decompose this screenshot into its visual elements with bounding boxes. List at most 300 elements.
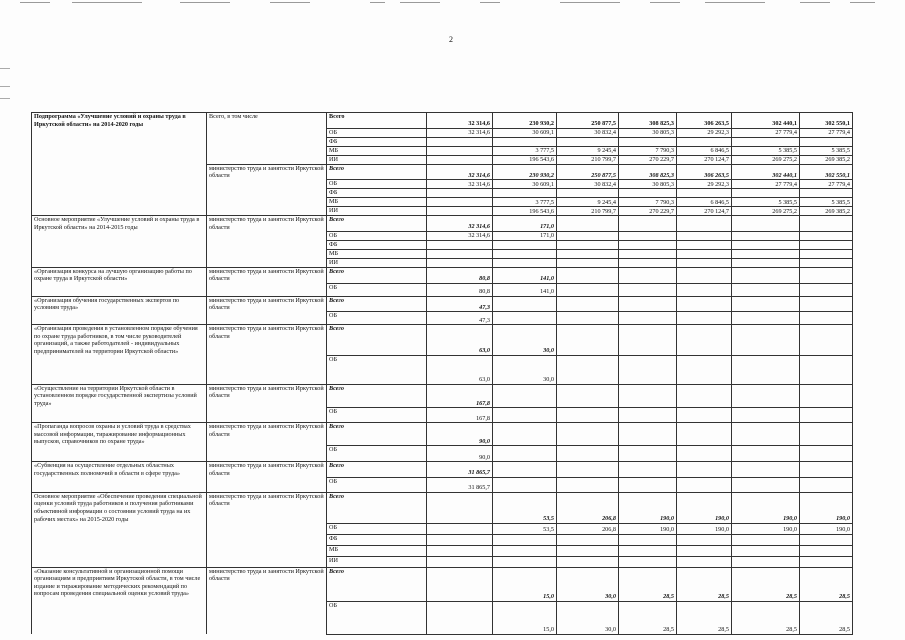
amount-cell: 190,0 <box>677 523 732 534</box>
amount-cell: 9 245,4 <box>557 146 619 155</box>
amount-cell: 31 865,7 <box>427 462 493 478</box>
amount-cell: 190,0 <box>800 523 853 534</box>
amount-cell: 269 275,2 <box>732 207 800 216</box>
amount-cell <box>493 462 557 478</box>
amount-cell <box>493 189 557 198</box>
amount-cell: 7 790,3 <box>619 146 677 155</box>
amount-cell <box>619 545 677 556</box>
amount-cell: 63,0 <box>427 355 493 384</box>
amount-cell: 27 779,4 <box>800 128 853 137</box>
funding-source-cell: МБ <box>327 146 427 155</box>
amount-cell <box>732 240 800 249</box>
amount-cell <box>800 189 853 198</box>
table-row <box>32 231 853 240</box>
amount-cell <box>557 355 619 384</box>
funding-source-cell: ОБ <box>327 446 427 462</box>
amount-cell: 196 543,6 <box>493 155 557 164</box>
amount-cell <box>677 446 732 462</box>
executor-cell <box>207 128 327 137</box>
amount-cell: 141,0 <box>493 267 557 283</box>
amount-cell: 5 385,5 <box>732 146 800 155</box>
amount-cell <box>619 267 677 283</box>
amount-cell: 6 846,5 <box>677 198 732 207</box>
funding-source-cell: ФБ <box>327 137 427 146</box>
amount-cell <box>800 462 853 478</box>
table-row <box>32 249 853 258</box>
activity-name-cell <box>32 523 207 534</box>
amount-cell: 32 314,6 <box>427 113 493 129</box>
amount-cell <box>619 189 677 198</box>
amount-cell <box>493 296 557 312</box>
amount-cell: 190,0 <box>800 492 853 523</box>
table-row <box>32 180 853 189</box>
amount-cell <box>677 189 732 198</box>
amount-cell: 190,0 <box>732 523 800 534</box>
amount-cell <box>732 477 800 492</box>
amount-cell <box>619 325 677 356</box>
funding-source-cell: ФБ <box>327 240 427 249</box>
activity-name-cell <box>32 231 207 240</box>
amount-cell <box>800 325 853 356</box>
amount-cell <box>557 556 619 567</box>
amount-cell: 28,5 <box>619 567 677 601</box>
amount-cell: 53,5 <box>493 523 557 534</box>
funding-source-cell: Всего <box>327 423 427 446</box>
amount-cell: 302 440,1 <box>732 113 800 129</box>
amount-cell <box>800 231 853 240</box>
executor-cell: министерство труда и занятости Иркутской области <box>207 492 327 523</box>
amount-cell: 269 385,2 <box>800 207 853 216</box>
amount-cell: 6 846,5 <box>677 146 732 155</box>
amount-cell: 30,0 <box>493 355 557 384</box>
scan-top-edge-marks <box>0 2 905 6</box>
amount-cell <box>427 545 493 556</box>
activity-name-cell <box>32 128 207 137</box>
amount-cell: 250 877,5 <box>557 164 619 180</box>
funding-source-cell: ИИ <box>327 556 427 567</box>
table-row <box>32 492 853 523</box>
table-row <box>32 477 853 492</box>
amount-cell <box>800 477 853 492</box>
amount-cell <box>677 231 732 240</box>
activity-name-cell: Подпрограмма «Улучшение условий и охраны труда в Иркутской области» на 2014-2020 годы <box>32 113 207 129</box>
amount-cell: 29 292,3 <box>677 180 732 189</box>
funding-source-cell: Всего <box>327 216 427 232</box>
amount-cell <box>557 137 619 146</box>
funding-source-cell: МБ <box>327 249 427 258</box>
amount-cell <box>427 198 493 207</box>
amount-cell: 32 314,6 <box>427 128 493 137</box>
amount-cell <box>493 408 557 423</box>
amount-cell: 308 825,3 <box>619 164 677 180</box>
amount-cell: 30 805,3 <box>619 128 677 137</box>
table-row <box>32 534 853 545</box>
amount-cell <box>619 446 677 462</box>
amount-cell <box>619 240 677 249</box>
table-row <box>32 325 853 356</box>
amount-cell: 270 229,7 <box>619 207 677 216</box>
activity-name-cell <box>32 207 207 216</box>
amount-cell <box>493 240 557 249</box>
amount-cell: 306 263,5 <box>677 113 732 129</box>
amount-cell <box>557 283 619 296</box>
executor-cell <box>207 207 327 216</box>
funding-source-cell: ФБ <box>327 534 427 545</box>
amount-cell <box>732 534 800 545</box>
amount-cell: 270 229,7 <box>619 155 677 164</box>
amount-cell: 15,0 <box>493 567 557 601</box>
amount-cell: 28,5 <box>800 567 853 601</box>
amount-cell <box>732 283 800 296</box>
amount-cell: 196 543,6 <box>493 207 557 216</box>
amount-cell <box>800 355 853 384</box>
activity-name-cell <box>32 477 207 492</box>
amount-cell <box>732 408 800 423</box>
amount-cell <box>557 534 619 545</box>
amount-cell: 306 263,5 <box>677 164 732 180</box>
amount-cell: 190,0 <box>677 492 732 523</box>
amount-cell: 90,0 <box>427 423 493 446</box>
funding-source-cell: МБ <box>327 198 427 207</box>
amount-cell <box>732 249 800 258</box>
amount-cell <box>619 556 677 567</box>
amount-cell <box>557 216 619 232</box>
amount-cell <box>557 545 619 556</box>
funding-source-cell: Всего <box>327 164 427 180</box>
amount-cell <box>732 355 800 384</box>
activity-name-cell <box>32 283 207 296</box>
amount-cell: 32 314,6 <box>427 164 493 180</box>
amount-cell <box>557 384 619 407</box>
amount-cell: 47,3 <box>427 296 493 312</box>
amount-cell <box>732 556 800 567</box>
amount-cell <box>732 258 800 267</box>
table-row <box>32 523 853 534</box>
amount-cell <box>677 423 732 446</box>
amount-cell: 30 805,3 <box>619 180 677 189</box>
amount-cell <box>677 462 732 478</box>
amount-cell: 53,5 <box>493 492 557 523</box>
amount-cell <box>800 408 853 423</box>
amount-cell <box>557 296 619 312</box>
amount-cell <box>557 446 619 462</box>
amount-cell <box>427 189 493 198</box>
amount-cell <box>800 545 853 556</box>
amount-cell: 5 385,5 <box>800 146 853 155</box>
amount-cell: 230 930,2 <box>493 164 557 180</box>
table-row <box>32 155 853 164</box>
activity-name-cell: Основное мероприятие «Обеспечение проведения специальной оценки условий труда работников и получения работниками объективной информации о состоянии условий труда на их рабочих местах» на 2015-2020 годы <box>32 492 207 523</box>
amount-cell: 80,8 <box>427 283 493 296</box>
activity-name-cell <box>32 312 207 325</box>
amount-cell <box>619 249 677 258</box>
amount-cell: 30,0 <box>557 601 619 634</box>
amount-cell <box>493 477 557 492</box>
amount-cell <box>732 296 800 312</box>
activity-name-cell: «Пропаганда вопросов охраны и условий труда в средствах массовой информации, тиражирование информационных выпусков, справочников по охране труда» <box>32 423 207 446</box>
amount-cell: 15,0 <box>493 601 557 634</box>
amount-cell: 28,5 <box>800 601 853 634</box>
activity-name-cell <box>32 534 207 545</box>
amount-cell <box>427 249 493 258</box>
activity-name-cell <box>32 198 207 207</box>
executor-cell <box>207 355 327 384</box>
amount-cell <box>732 137 800 146</box>
amount-cell: 210 799,7 <box>557 155 619 164</box>
amount-cell: 171,0 <box>493 231 557 240</box>
activity-name-cell <box>32 258 207 267</box>
amount-cell <box>557 258 619 267</box>
amount-cell <box>732 216 800 232</box>
amount-cell <box>557 249 619 258</box>
activity-name-cell <box>32 146 207 155</box>
amount-cell <box>557 189 619 198</box>
amount-cell: 5 385,5 <box>732 198 800 207</box>
funding-source-cell: ОБ <box>327 601 427 634</box>
amount-cell <box>677 258 732 267</box>
amount-cell: 3 777,5 <box>493 198 557 207</box>
amount-cell: 302 440,1 <box>732 164 800 180</box>
amount-cell: 7 790,3 <box>619 198 677 207</box>
amount-cell: 308 825,3 <box>619 113 677 129</box>
activity-name-cell: «Субвенция на осуществление отдельных областных государственных полномочий в области в сфере труда» <box>32 462 207 478</box>
table-row <box>32 545 853 556</box>
funding-source-cell: ОБ <box>327 312 427 325</box>
executor-cell <box>207 446 327 462</box>
table-row <box>32 355 853 384</box>
amount-cell <box>619 423 677 446</box>
executor-cell <box>207 155 327 164</box>
amount-cell <box>677 312 732 325</box>
activity-name-cell: «Организация обучения государственных экспертов по условиям труда» <box>32 296 207 312</box>
amount-cell: 28,5 <box>677 567 732 601</box>
amount-cell: 190,0 <box>619 492 677 523</box>
table-row <box>32 601 853 634</box>
amount-cell <box>557 312 619 325</box>
scan-left-mark <box>0 86 10 87</box>
amount-cell: 270 124,7 <box>677 155 732 164</box>
executor-cell: министерство труда и занятости Иркутской области <box>207 384 327 407</box>
amount-cell: 30 609,1 <box>493 128 557 137</box>
page-number: 2 <box>449 35 453 44</box>
amount-cell: 230 930,2 <box>493 113 557 129</box>
table-row <box>32 113 853 129</box>
executor-cell <box>207 198 327 207</box>
amount-cell: 210 799,7 <box>557 207 619 216</box>
activity-name-cell <box>32 556 207 567</box>
table-row <box>32 146 853 155</box>
amount-cell <box>677 137 732 146</box>
amount-cell <box>800 423 853 446</box>
funding-source-cell: ИИ <box>327 258 427 267</box>
table-row <box>32 446 853 462</box>
table-row <box>32 312 853 325</box>
amount-cell <box>427 556 493 567</box>
amount-cell <box>493 556 557 567</box>
amount-cell <box>557 477 619 492</box>
activity-name-cell <box>32 355 207 384</box>
amount-cell <box>427 155 493 164</box>
amount-cell <box>557 462 619 478</box>
amount-cell <box>619 258 677 267</box>
table-row <box>32 567 853 601</box>
amount-cell <box>619 384 677 407</box>
table-row <box>32 267 853 283</box>
amount-cell <box>677 545 732 556</box>
amount-cell <box>493 249 557 258</box>
amount-cell: 30,0 <box>493 325 557 356</box>
funding-source-cell: ОБ <box>327 128 427 137</box>
table-row <box>32 240 853 249</box>
activity-name-cell <box>32 545 207 556</box>
amount-cell <box>732 231 800 240</box>
amount-cell <box>427 146 493 155</box>
amount-cell <box>800 312 853 325</box>
executor-cell <box>207 231 327 240</box>
amount-cell <box>677 556 732 567</box>
funding-source-cell: ОБ <box>327 408 427 423</box>
table-row <box>32 198 853 207</box>
amount-cell: 3 777,5 <box>493 146 557 155</box>
executor-cell <box>207 545 327 556</box>
activity-name-cell: «Организация проведения в установленном порядке обучения по охране труда работников, в том числе руководителей организаций, а также работодателей - индивидуальных предпринимателей на территории Иркутской области» <box>32 325 207 356</box>
funding-source-cell: ФБ <box>327 189 427 198</box>
amount-cell <box>732 462 800 478</box>
executor-cell <box>207 556 327 567</box>
amount-cell <box>619 296 677 312</box>
funding-source-cell: Всего <box>327 267 427 283</box>
amount-cell <box>427 137 493 146</box>
amount-cell: 28,5 <box>732 601 800 634</box>
amount-cell <box>557 267 619 283</box>
amount-cell <box>800 384 853 407</box>
funding-source-cell: Всего <box>327 567 427 601</box>
amount-cell <box>427 523 493 534</box>
amount-cell <box>732 325 800 356</box>
amount-cell <box>493 534 557 545</box>
amount-cell: 31 865,7 <box>427 477 493 492</box>
amount-cell: 206,8 <box>557 492 619 523</box>
amount-cell <box>619 312 677 325</box>
amount-cell: 190,0 <box>619 523 677 534</box>
amount-cell <box>800 216 853 232</box>
amount-cell <box>493 545 557 556</box>
amount-cell <box>677 408 732 423</box>
executor-cell <box>207 601 327 634</box>
amount-cell: 30 609,1 <box>493 180 557 189</box>
amount-cell <box>800 534 853 545</box>
table-row <box>32 556 853 567</box>
amount-cell <box>677 325 732 356</box>
funding-source-cell: ОБ <box>327 180 427 189</box>
table-row <box>32 423 853 446</box>
amount-cell: 190,0 <box>732 492 800 523</box>
executor-cell: министерство труда и занятости Иркутской области <box>207 296 327 312</box>
executor-cell: министерство труда и занятости Иркутской области <box>207 423 327 446</box>
amount-cell <box>732 384 800 407</box>
amount-cell <box>677 296 732 312</box>
amount-cell <box>732 312 800 325</box>
funding-source-cell: Всего <box>327 384 427 407</box>
executor-cell <box>207 283 327 296</box>
amount-cell <box>619 283 677 296</box>
table-row <box>32 384 853 407</box>
executor-cell <box>207 477 327 492</box>
funding-source-cell: ОБ <box>327 283 427 296</box>
amount-cell: 171,0 <box>493 216 557 232</box>
amount-cell <box>619 231 677 240</box>
executor-cell <box>207 408 327 423</box>
amount-cell <box>800 249 853 258</box>
executor-cell <box>207 258 327 267</box>
executor-cell <box>207 189 327 198</box>
amount-cell: 302 550,1 <box>800 113 853 129</box>
executor-cell <box>207 240 327 249</box>
executor-cell <box>207 137 327 146</box>
amount-cell <box>677 477 732 492</box>
amount-cell <box>800 240 853 249</box>
table-row <box>32 164 853 180</box>
amount-cell <box>677 216 732 232</box>
activity-name-cell: Основное мероприятие «Улучшение условий и охраны труда в Иркутской области» на 2014-2015 годы <box>32 216 207 232</box>
activity-name-cell <box>32 249 207 258</box>
amount-cell: 302 550,1 <box>800 164 853 180</box>
funding-source-cell: Всего <box>327 325 427 356</box>
amount-cell <box>800 137 853 146</box>
funding-source-cell: ОБ <box>327 231 427 240</box>
activity-name-cell <box>32 189 207 198</box>
amount-cell: 141,0 <box>493 283 557 296</box>
amount-cell: 270 124,7 <box>677 207 732 216</box>
amount-cell <box>619 534 677 545</box>
budget-table <box>31 112 853 635</box>
amount-cell <box>493 137 557 146</box>
amount-cell: 30 832,4 <box>557 128 619 137</box>
amount-cell <box>427 534 493 545</box>
amount-cell <box>619 477 677 492</box>
table-row <box>32 207 853 216</box>
table-row <box>32 283 853 296</box>
table-row <box>32 258 853 267</box>
funding-source-cell: ИИ <box>327 155 427 164</box>
executor-cell: министерство труда и занятости Иркутской области <box>207 216 327 232</box>
table-row <box>32 137 853 146</box>
amount-cell <box>800 258 853 267</box>
amount-cell <box>427 207 493 216</box>
amount-cell <box>427 258 493 267</box>
table-row <box>32 408 853 423</box>
amount-cell: 30,0 <box>557 567 619 601</box>
amount-cell: 5 385,5 <box>800 198 853 207</box>
scan-left-mark <box>0 98 10 99</box>
amount-cell <box>677 534 732 545</box>
executor-cell <box>207 180 327 189</box>
amount-cell: 206,8 <box>557 523 619 534</box>
activity-name-cell: «Оказание консультативной и организационной помощи организациям и предприятиям Иркутской области, в том числе издание и тиражирование методических рекомендаций по вопросам проведения специальной оценки условий труда» <box>32 567 207 601</box>
table-row <box>32 462 853 478</box>
amount-cell: 27 779,4 <box>732 180 800 189</box>
table-row <box>32 189 853 198</box>
amount-cell <box>557 325 619 356</box>
activity-name-cell: «Организация конкурса на лучшую организацию работы по охране труда в Иркутской области» <box>32 267 207 283</box>
amount-cell: 80,8 <box>427 267 493 283</box>
amount-cell <box>619 137 677 146</box>
amount-cell: 30 832,4 <box>557 180 619 189</box>
executor-cell <box>207 249 327 258</box>
amount-cell: 63,0 <box>427 325 493 356</box>
table-row <box>32 296 853 312</box>
amount-cell: 29 292,3 <box>677 128 732 137</box>
